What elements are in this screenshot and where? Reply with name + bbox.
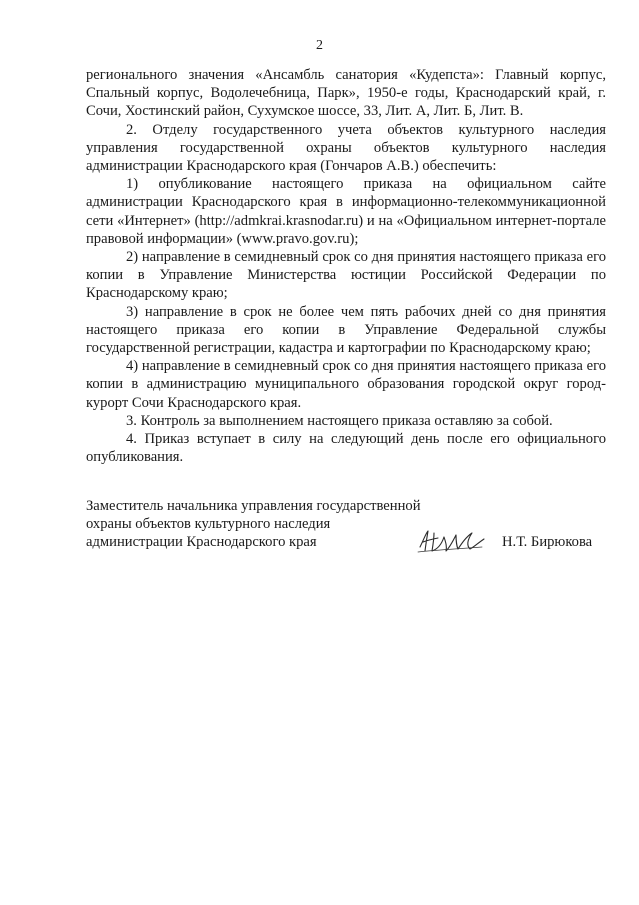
paragraph-item-2: 2. Отделу государственного учета объектов культурного наследия управления государственной охраны объектов культурного наследия администрации Краснодарского края (Гончаров А.В.) обеспечить: — [86, 121, 606, 175]
paragraph-item-3: 3. Контроль за выполнением настоящего приказа оставляю за собой. — [126, 412, 553, 429]
signature-block — [86, 497, 606, 557]
signatory-name: Н.Т. Бирюкова — [502, 534, 593, 550]
paragraph-item-4: 4. Приказ вступает в силу на следующий день после его официального опубликования. — [86, 431, 606, 466]
paragraph-continuation: регионального значения «Ансамбль санатория «Кудепста»: Главный корпус, Спальный корпус, Водолечебница, Парк», 1950-е годы, Краснодарский край, г. Сочи, Хостинский район, Сухумское шоссе, 33, Лит. А, Лит. Б, Лит. В. — [86, 67, 606, 120]
paragraph-subitem-2: 2) направление в семидневный срок со дня принятия настоящего приказа его копии в Управление Министерства юстиции Российской Федерации по Краснодарскому краю; — [86, 249, 606, 302]
document-body — [86, 66, 606, 466]
paragraph-subitem-3: 3) направление в срок не более чем пять рабочих дней со дня принятия настоящего приказа его копии в Управление Федеральной службы государственной регистрации, кадастра и картографии по Краснодарскому краю; — [86, 303, 606, 357]
signatory-position-line: администрации Краснодарского края — [86, 534, 317, 551]
signatory-position-line: охраны объектов культурного наследия — [86, 516, 331, 533]
handwritten-signature — [416, 525, 488, 557]
paragraph-subitem-4: 4) направление в семидневный срок со дня принятия настоящего приказа его копии в администрацию муниципального образования городской округ город-курорт Сочи Краснодарского края. — [86, 358, 606, 411]
paragraph-subitem-1: 1) опубликование настоящего приказа на официальном сайте администрации Краснодарского края в информационно-телекоммуникационной сети «Интернет» (http://admkrai.krasnodar.ru) и на «Официальном интернет-портале правовой информации» (www.pravo.gov.ru); — [86, 176, 606, 247]
signatory-position-line: Заместитель начальника управления государственной — [86, 498, 421, 514]
signatory-position — [86, 497, 466, 552]
page-number: 2 — [316, 38, 323, 53]
